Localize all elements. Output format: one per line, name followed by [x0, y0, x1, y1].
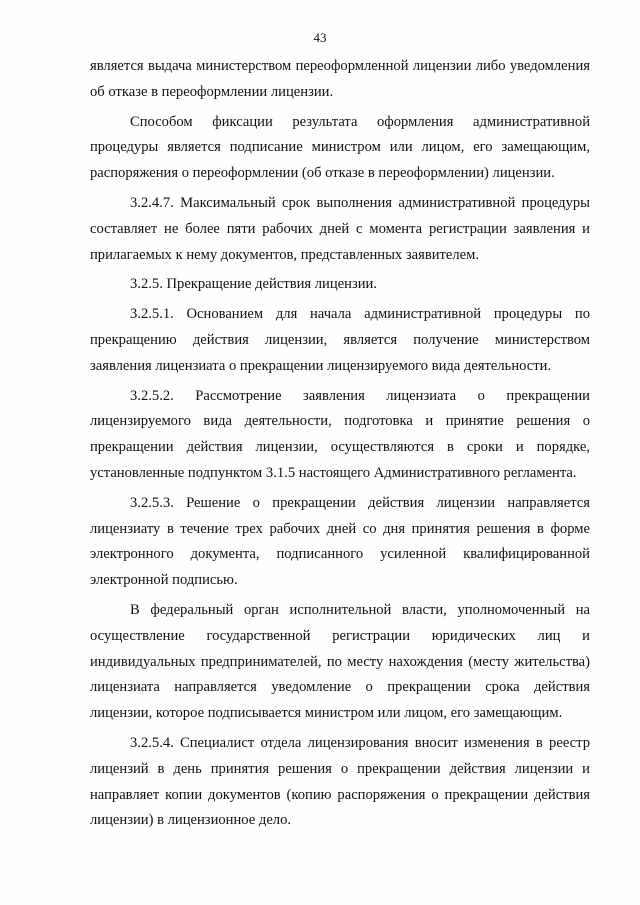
paragraph: Способом фиксации результата оформления административной процедуры является подписание министром или лицом, его замещающим, распоряжения о переоформлении (об отказе в переоформлении) лицензии.: [90, 113, 590, 182]
paragraph: 3.2.4.7. Максимальный срок выполнения административной процедуры составляет не более пяти рабочих дней с момента регистрации заявления и прилагаемых к нему документов, представленных заявителем.: [90, 194, 590, 263]
paragraph: 3.2.5. Прекращение действия лицензии.: [130, 276, 377, 293]
paragraph: 3.2.5.2. Рассмотрение заявления лицензиата о прекращении лицензируемого вида деятельности, подготовка и принятие решения о прекращении действия лицензии, осуществляются в сроки и порядке, установленные подпунктом 3.1.5 настоящего Административного регламента.: [90, 387, 590, 481]
paragraph: 3.2.5.4. Специалист отдела лицензирования вносит изменения в реестр лицензий в день принятия решения о прекращении действия лицензии и направляет копии документов (копию распоряжения о прекращении действия лицензии) в лицензионное дело.: [90, 734, 590, 829]
page-number: 43: [313, 30, 327, 45]
paragraph: В федеральный орган исполнительной власти, уполномоченный на осуществление государственной регистрации юридических лиц и индивидуальных предпринимателей, по месту нахождения (месту жительства) лицензиата направляется уведомление о прекращении срока действия лицензии, которое подписывается министром или лицом, его замещающим.: [90, 601, 590, 722]
paragraph: 3.2.5.1. Основанием для начала административной процедуры по прекращению действия лицензии, является получение министерством заявления лицензиата о прекращении лицензируемого вида деятельности.: [90, 306, 590, 374]
paragraph: является выдача министерством переоформленной лицензии либо уведомления об отказе в переоформлении лицензии.: [90, 58, 590, 100]
document-body: [90, 54, 590, 838]
paragraph: 3.2.5.3. Решение о прекращении действия лицензии направляется лицензиату в течение трех рабочих дней со дня принятия решения в форме электронного документа, подписанного усиленной квалифицированной электронной подписью.: [90, 494, 590, 589]
